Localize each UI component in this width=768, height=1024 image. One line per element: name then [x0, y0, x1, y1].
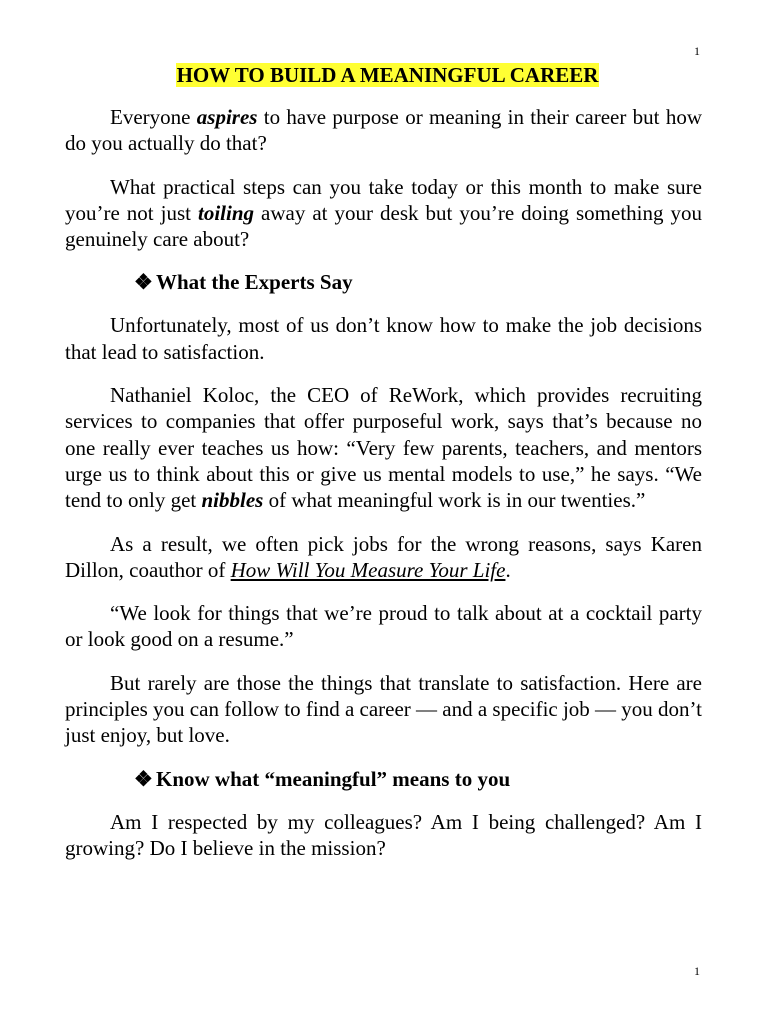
paragraph-4	[65, 382, 702, 513]
page-title	[65, 62, 702, 88]
paragraph-8: Am I respected by my colleagues? Am I being challenged? Am I growing? Do I believe in the mission?	[65, 809, 702, 860]
document-body	[65, 62, 702, 878]
section-heading-experts-text: What the Experts Say	[156, 270, 353, 295]
paragraph-4-text-a: Nathaniel Koloc, the CEO of ReWork, which provides recruiting services to companies that offer purposeful work, says that’s because no one really ever teaches us how: “Very few parents, teachers, and mentors urge us to think about this or give us mental models to use,” he says. “We tend to only get	[65, 383, 702, 513]
paragraph-7: But rarely are those the things that translate to satisfaction. Here are principles you can follow to find a career — and a specific job — you don’t just enjoy, but love.	[65, 670, 703, 748]
highlighted-title-text: HOW TO BUILD A MEANINGFUL CAREER	[176, 63, 599, 87]
paragraph-5-text-a: As a result, we often pick jobs for the wrong reasons, says Karen Dillon, coauthor of	[65, 531, 702, 582]
paragraph-4-text-c: of what meaningful work is in our twenties.”	[263, 488, 646, 513]
section-heading-meaningful-text: Know what “meaningful” means to you	[156, 766, 511, 791]
paragraph-5-text-c: .	[505, 557, 511, 582]
section-heading-experts	[65, 269, 702, 295]
book-title-link[interactable]: How Will You Measure Your Life	[230, 557, 506, 582]
page-number-top: 1	[694, 44, 700, 58]
paragraph-1-text-c: to have purpose or meaning in their career but how do you actually do that?	[65, 105, 702, 156]
page-number-bottom: 1	[694, 964, 700, 978]
paragraph-2	[65, 174, 702, 253]
paragraph-3: Unfortunately, most of us don’t know how to make the job decisions that lead to satisfaction.	[65, 313, 702, 364]
diamond-bullet-icon: ❖	[134, 766, 153, 791]
section-heading-meaningful	[65, 766, 702, 792]
emphasis-toiling: toiling	[198, 200, 255, 225]
paragraph-1-text-a: Everyone	[110, 105, 197, 129]
paragraph-5	[65, 531, 702, 584]
paragraph-6: “We look for things that we’re proud to talk about at a cocktail party or look good on a resume.”	[65, 601, 702, 652]
paragraph-1	[65, 104, 702, 157]
diamond-bullet-icon: ❖	[134, 270, 153, 295]
paragraph-2-text-c: away at your desk but you’re doing something you genuinely care about?	[65, 200, 702, 252]
emphasis-aspires: aspires	[196, 105, 258, 129]
paragraph-2-text-a: What practical steps can you take today or this month to make sure you’re not just	[65, 174, 702, 225]
emphasis-nibbles: nibbles	[201, 488, 264, 513]
